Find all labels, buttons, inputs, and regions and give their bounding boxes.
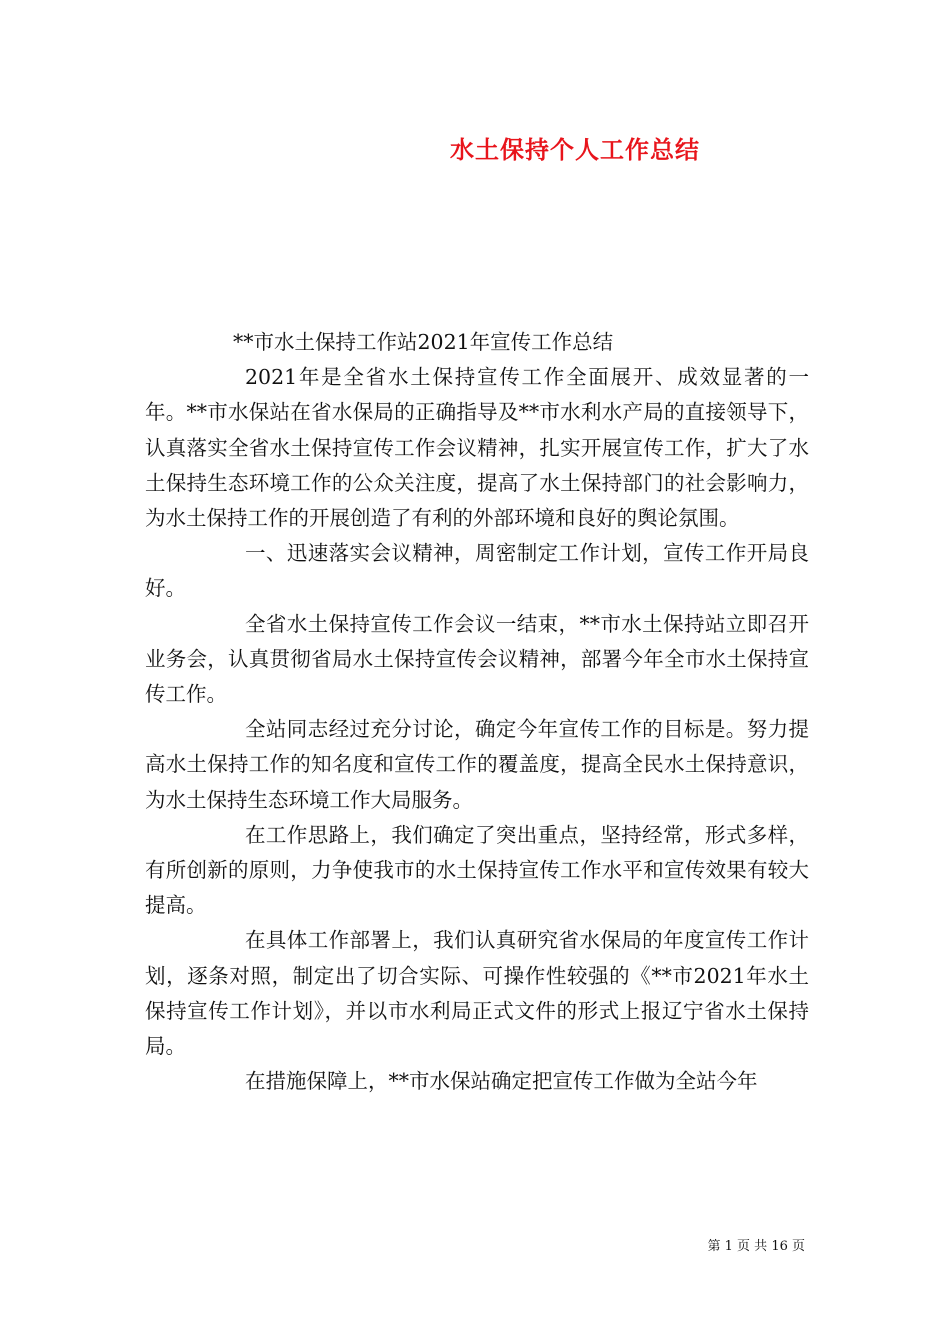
page-number: 第 1 页 共 16 页 <box>707 1239 805 1254</box>
document-title: 水土保持个人工作总结 <box>450 135 700 164</box>
paragraph: 全站同志经过充分讨论，确定今年宣传工作的目标是。努力提高水土保持工作的知名度和宣传工作的覆盖度，提高全民水土保持意识，为水土保持生态环境工作大局服务。 <box>145 717 809 812</box>
paragraph: 全省水土保持宣传工作会议一结束，**市水土保持站立即召开业务会，认真贯彻省局水土保持宣传会议精神，部署今年全市水土保持宣传工作。 <box>145 611 809 707</box>
section-heading: 一、迅速落实会议精神，周密制定工作计划，宣传工作开局良好。 <box>145 541 809 601</box>
paragraph: 在具体工作部署上，我们认真研究省水保局的年度宣传工作计划，逐条对照，制定出了切合实际、可操作性较强的《**市2021年水土保持宣传工作计划》，并以市水利局正式文件的形式上报辽宁省水土保持局。 <box>145 928 809 1059</box>
paragraph: 2021年是全省水土保持宣传工作全面展开、成效显著的一年。**市水保站在省水保局的正确指导及**市水利水产局的直接领导下，认真落实全省水土保持宣传工作会议精神，扎实开展宣传工作，扩大了水土保持生态环境工作的公众关注度，提高了水土保持部门的社会影响力，为水土保持工作的开展创造了有利的外部环境和良好的舆论氛围。 <box>145 365 809 531</box>
document-subtitle: **市水土保持工作站2021年宣传工作总结 <box>233 330 614 354</box>
paragraph: 在措施保障上，**市水保站确定把宣传工作做为全站今年 <box>245 1069 758 1094</box>
document-body <box>145 325 809 1099</box>
paragraph: 在工作思路上，我们确定了突出重点，坚持经常，形式多样，有所创新的原则，力争使我市的水土保持宣传工作水平和宣传效果有较大提高。 <box>145 822 809 918</box>
